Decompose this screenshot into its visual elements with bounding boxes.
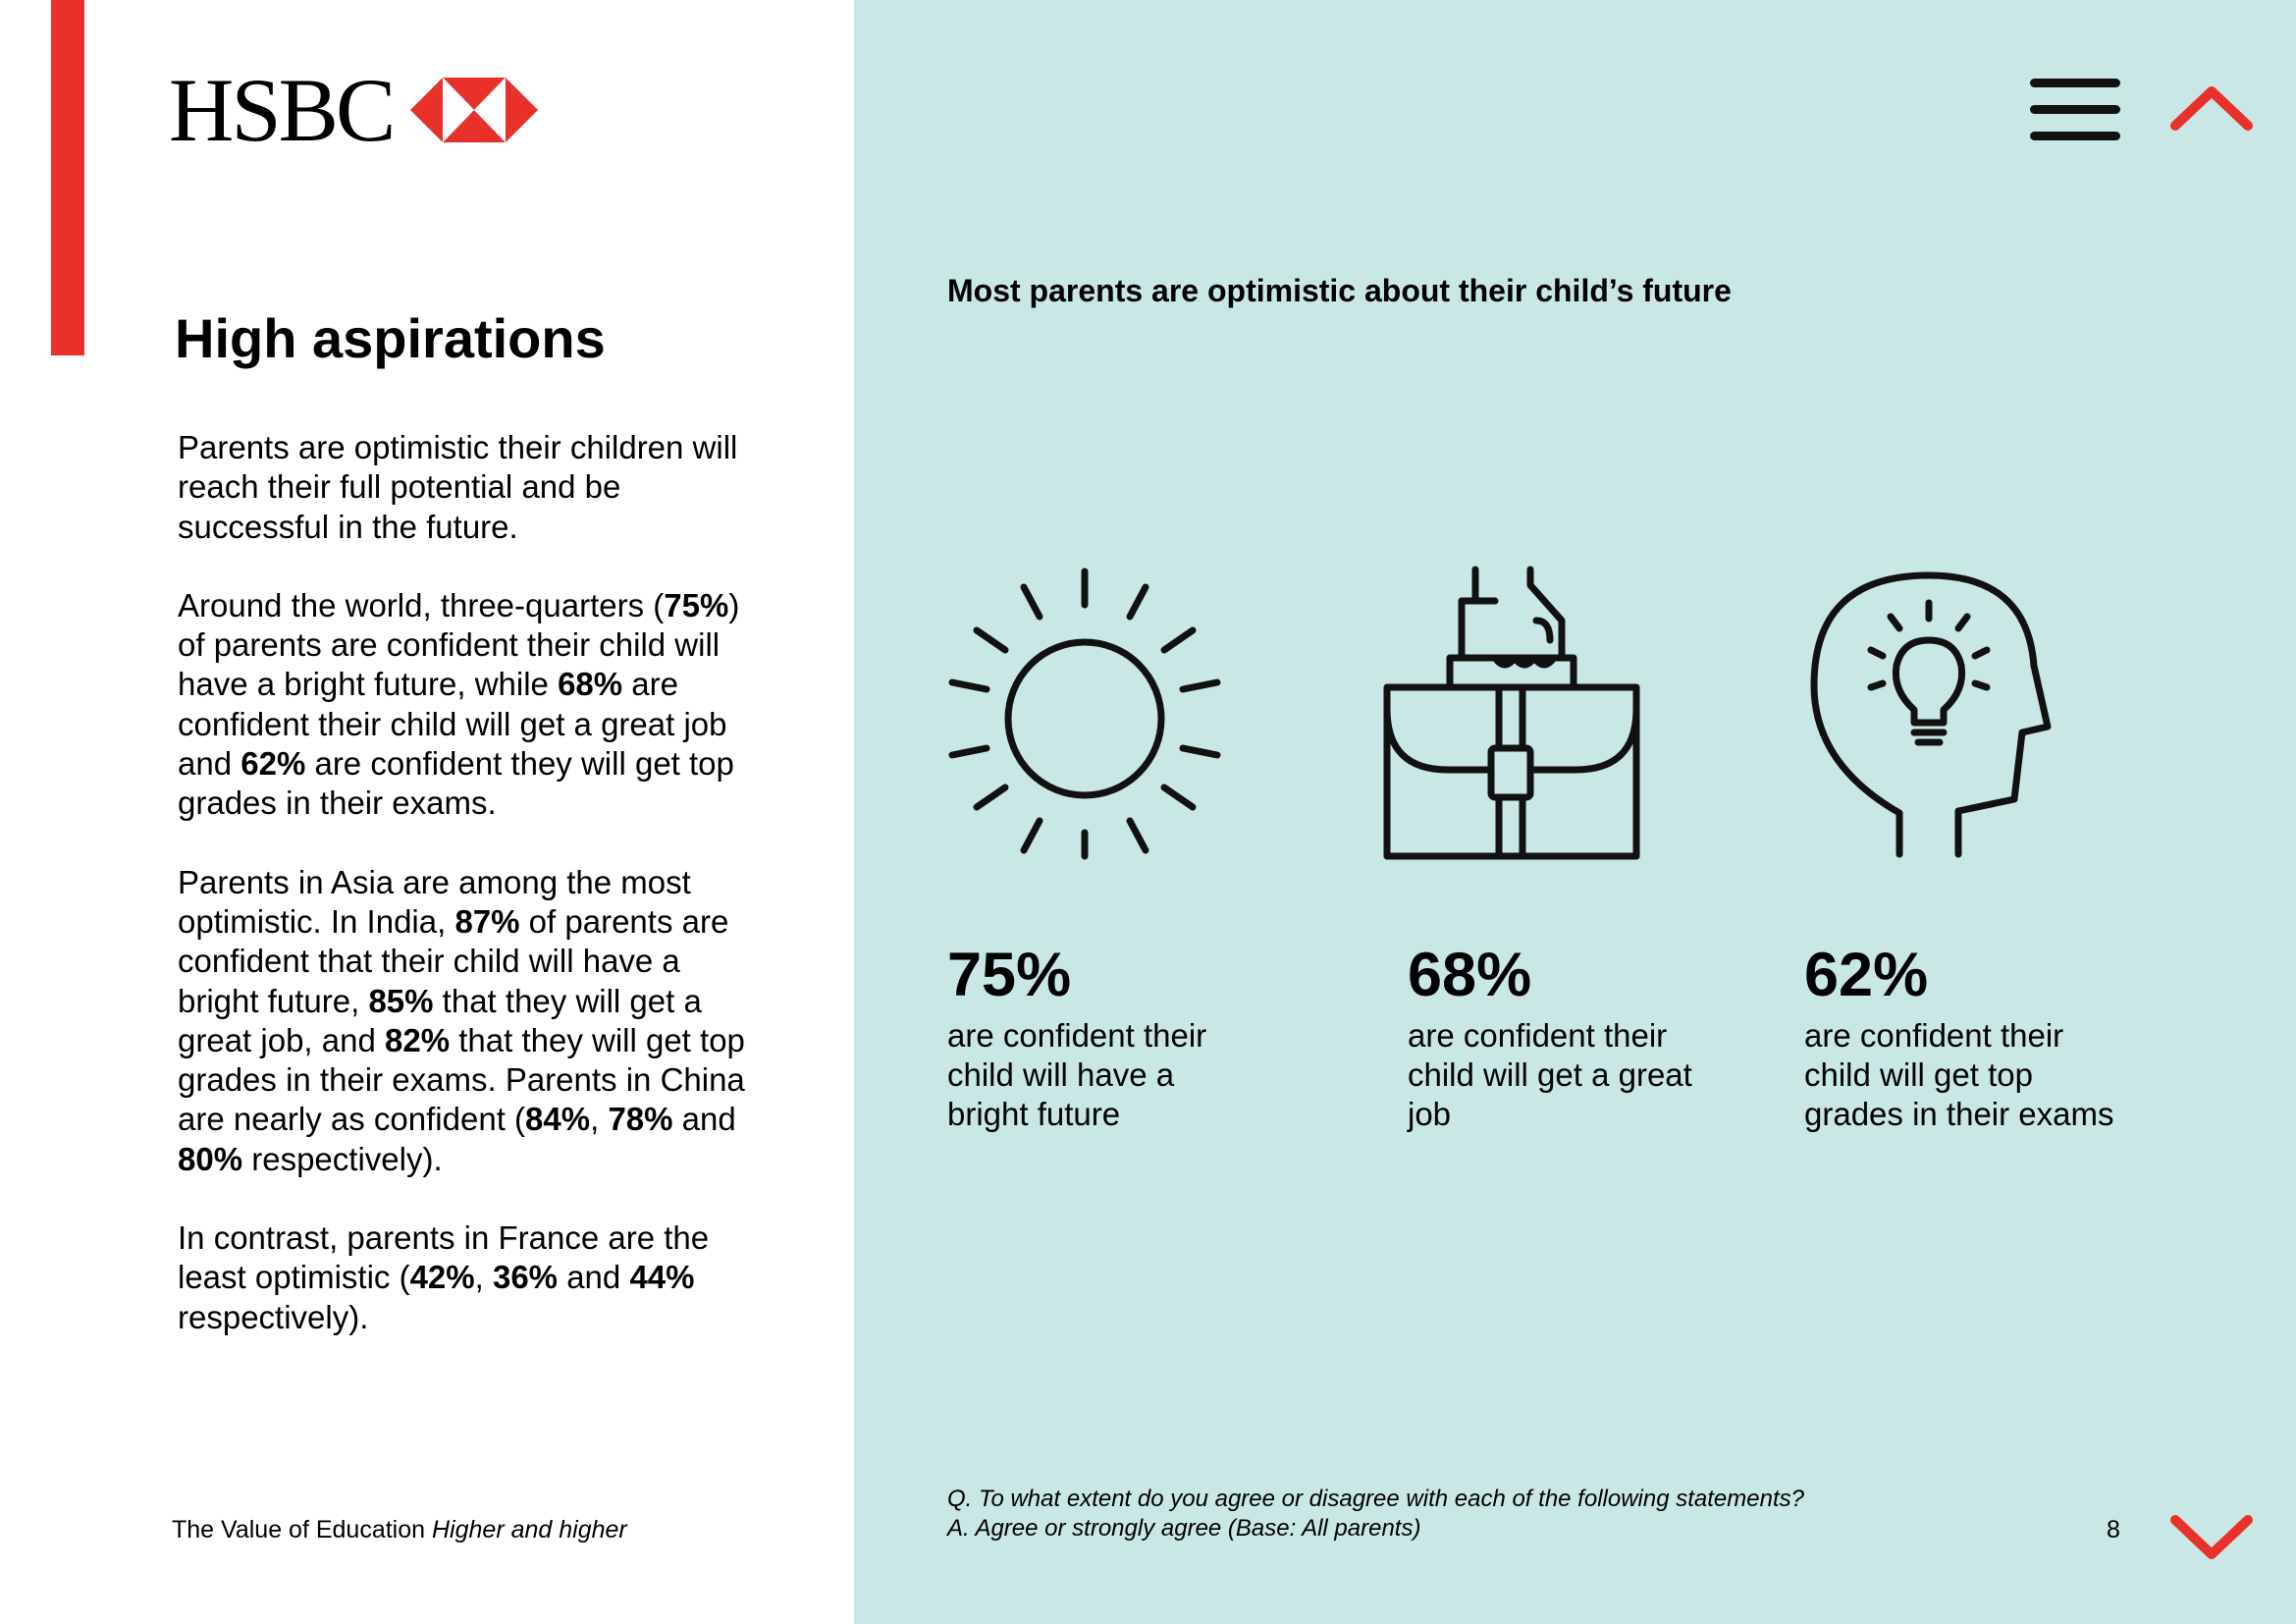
highlight-figure: 87%: [454, 902, 520, 940]
logo-wordmark: HSBC: [169, 60, 394, 160]
head-lightbulb-icon: [1806, 568, 2061, 862]
stat-top-grades: [1804, 941, 2216, 1134]
stat-great-job: [1408, 941, 1820, 1134]
previous-page-button[interactable]: [2167, 77, 2256, 135]
highlight-figure: 82%: [385, 1021, 451, 1058]
text-run: of parents are confident that their child will have a bright future,: [178, 902, 729, 1019]
body-paragraph: [178, 1218, 767, 1337]
stat-value: 62%: [1804, 941, 1929, 1009]
next-page-button[interactable]: [2167, 1508, 2256, 1567]
text-run: Parents in Asia are among the most optimistic. In India,: [178, 863, 691, 940]
text-run: and: [672, 1101, 736, 1138]
hamburger-icon-bar: [2030, 132, 2120, 140]
accent-bar: [51, 0, 84, 355]
highlight-figure: 68%: [558, 666, 623, 703]
text-run: In contrast, parents in France are the least optimistic (: [178, 1219, 710, 1296]
text-run: respectively).: [178, 1298, 369, 1335]
text-run: and: [558, 1259, 630, 1296]
body-text: [178, 428, 767, 1377]
body-paragraph: [178, 863, 767, 1179]
hamburger-icon: [2030, 79, 2120, 87]
highlight-figure: 62%: [240, 745, 306, 783]
survey-note: [947, 1485, 1804, 1543]
body-paragraph: [178, 428, 767, 547]
sun-icon: [942, 562, 1227, 866]
chevron-down-icon: [2167, 1508, 2256, 1567]
text-run: are confident their child will get a great job and: [178, 666, 727, 783]
highlight-figure: 80%: [178, 1140, 243, 1177]
hamburger-icon-bar: [2030, 105, 2120, 114]
page-title: High aspirations: [175, 307, 606, 369]
text-run: that they will get a great job, and: [178, 982, 702, 1058]
highlight-figure: 85%: [368, 982, 434, 1019]
stat-value: 75%: [947, 941, 1072, 1009]
body-paragraph: [178, 586, 767, 824]
footer-publication: [172, 1516, 627, 1544]
text-run: Around the world, three-quarters (: [178, 586, 665, 623]
text-run: Parents are optimistic their children will reach their full potential and be successful in the future.: [178, 429, 738, 545]
stat-caption: are confident their child will have a bright future: [947, 1017, 1207, 1132]
text-run: ,: [474, 1259, 493, 1296]
stat-caption: are confident their child will get a great job: [1408, 1017, 1692, 1132]
footer-publication-subtitle: Higher and higher: [432, 1516, 627, 1543]
page-number: 8: [2107, 1516, 2120, 1543]
footer-publication-name: The Value of Education: [172, 1516, 432, 1543]
text-run: respectively).: [242, 1140, 443, 1177]
hsbc-logo[interactable]: [169, 60, 538, 160]
highlight-figure: 78%: [608, 1101, 673, 1138]
text-run: ) of parents are confident their child will have a bright future, while: [178, 586, 740, 703]
highlight-figure: 42%: [409, 1259, 475, 1296]
stat-caption: are confident their child will get top grades in their exams: [1804, 1017, 2114, 1132]
text-run: that they will get top grades in their exams. Parents in China are nearly as confident (: [178, 1021, 745, 1138]
stat-value: 68%: [1408, 941, 1532, 1009]
chevron-up-icon: [2167, 77, 2256, 135]
briefcase-icon: [1379, 562, 1644, 866]
survey-answer: A. Agree or strongly agree (Base: All parents): [947, 1515, 1421, 1542]
highlight-figure: 75%: [664, 586, 729, 623]
infographic-heading: Most parents are optimistic about their child’s future: [947, 273, 1732, 308]
text-run: ,: [590, 1101, 609, 1138]
hexagon-logo-icon: [410, 78, 538, 142]
survey-question: Q. To what extent do you agree or disagree with each of the following statements?: [947, 1486, 1804, 1512]
highlight-figure: 36%: [492, 1259, 559, 1296]
highlight-figure: 84%: [525, 1101, 591, 1138]
stat-bright-future: [947, 941, 1360, 1134]
text-run: are confident they will get top grades in their exams.: [178, 745, 734, 822]
highlight-figure: 44%: [629, 1259, 695, 1296]
menu-button[interactable]: [2030, 71, 2124, 145]
